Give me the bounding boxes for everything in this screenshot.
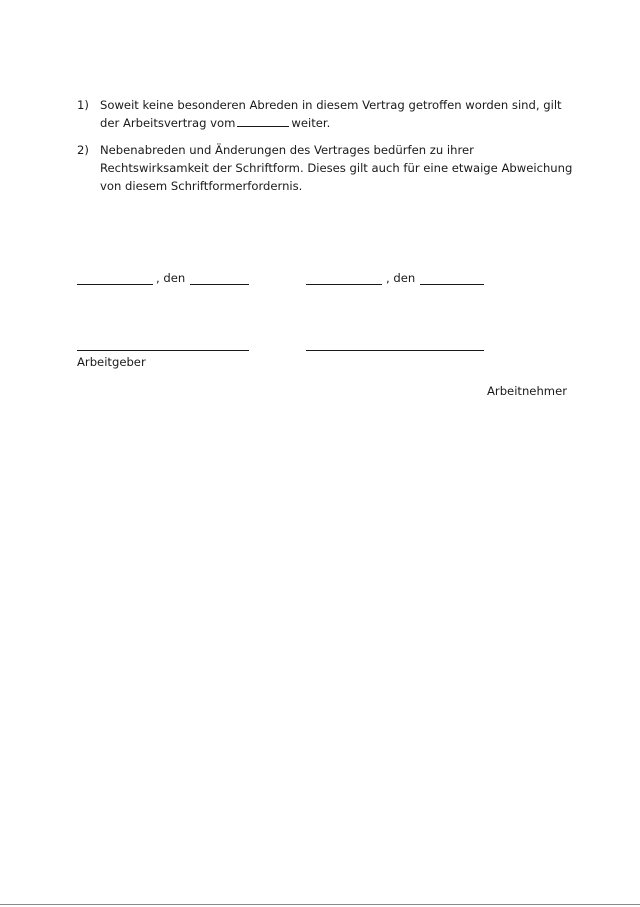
clause-text: [100, 96, 570, 132]
date-blank-field[interactable]: [237, 115, 289, 127]
signature-line-employer[interactable]: [77, 350, 249, 351]
signature-line-employee[interactable]: [306, 350, 484, 351]
clause-line: Nebenabreden und Änderungen des Vertrages bedürfen zu ihrer: [100, 143, 474, 157]
date-line-employee[interactable]: [420, 284, 484, 285]
employee-label: Arbeitnehmer: [487, 384, 567, 398]
clause-line: Rechtswirksamkeit der Schriftform. Dieses gilt auch für eine etwaige Abweichung: [100, 161, 573, 175]
clause-line: [100, 114, 570, 132]
clause-number: 1): [77, 98, 89, 112]
clause-text-segment: der Arbeitsvertrag vom: [100, 116, 236, 130]
date-line-employer[interactable]: [190, 284, 249, 285]
clause-2: [77, 141, 577, 199]
clause-line: Soweit keine besonderen Abreden in diesem Vertrag getroffen worden sind, gilt: [100, 98, 562, 112]
clause-text-segment: weiter.: [291, 116, 331, 130]
place-line-employee[interactable]: [306, 284, 382, 285]
clause-line: von diesem Schriftformerfordernis.: [100, 179, 303, 193]
page-bottom-border: [0, 904, 640, 905]
clause-1: [77, 96, 577, 136]
place-line-employer[interactable]: [77, 284, 153, 285]
clause-text: [100, 141, 573, 195]
den-label-employer: , den: [156, 271, 186, 285]
clause-number: 2): [77, 143, 89, 157]
employer-label: Arbeitgeber: [77, 355, 146, 369]
den-label-employee: , den: [386, 271, 416, 285]
